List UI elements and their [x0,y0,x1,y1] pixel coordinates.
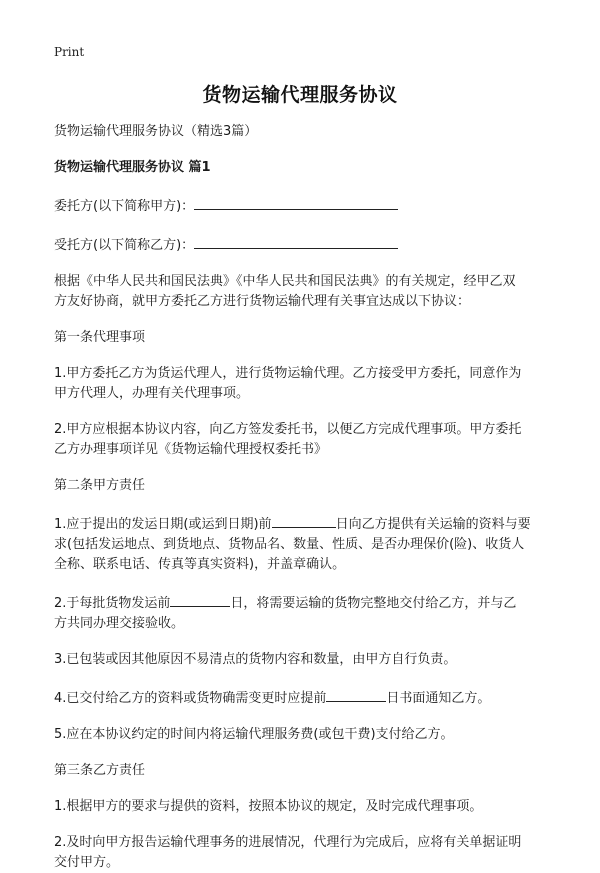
art3-item1: 1.根据甲方的要求与提供的资料，按照本协议的规定，及时完成代理事项。 [54,799,483,814]
art2-item4-blank [326,686,386,702]
art2-item4 [54,686,554,709]
art1-item1-line-1: 1.甲方委托乙方为货运代理人，进行货物运输代理。乙方接受甲方委托，同意作为 [54,366,522,381]
art3-item2-line-1: 2.及时向甲方报告运输代理事务的进展情况，代理行为完成后，应将有关单据证明 [54,835,522,850]
art2-item2-line-2: 方共同办理交接验收。 [54,616,185,631]
agent-label: 受托方(以下简称乙方)： [54,238,195,253]
article-2-title: 第二条甲方责任 [54,478,146,493]
intro-line-1: 根据《中华人民共和国民法典》《中华人民共和国民法典》的有关规定，经甲乙双 [54,274,516,289]
art2-item5: 5.应在本协议约定的时间内将运输代理服务费(或包干费)支付给乙方。 [54,727,454,742]
art2-item1-line-3: 全称、联系电话、传真等真实资料)，并盖章确认。 [54,557,346,572]
art2-item1-line-2: 求(包括发运地点、到货地点、货物品名、数量、性质、是否办理保价(险)、收货人 [54,537,525,552]
art1-item1-line-2: 甲方代理人，办理有关代理事项。 [54,386,250,401]
article-3-title: 第三条乙方责任 [54,763,146,778]
art3-item2-line-2: 交付甲方。 [54,855,120,870]
art2-item2-blank [170,591,230,607]
document-title: 货物运输代理服务协议 [202,84,398,106]
client-line [54,194,554,217]
agent-blank [194,233,398,249]
section-heading: 货物运输代理服务协议 篇1 [54,160,211,175]
art2-item1-line-1 [54,512,554,535]
art2-item1-blank [272,512,336,528]
art2-item2-pre: 2.于每批货物发运前 [54,596,171,611]
agent-line [54,233,554,256]
document-body [54,122,554,873]
art2-item3: 3.已包装或因其他原因不易清点的货物内容和数量，由甲方自行负责。 [54,652,457,667]
art2-item1-post: 日向乙方提供有关运输的资料与要 [335,517,531,532]
article-1-title: 第一条代理事项 [54,330,146,345]
client-blank [194,194,398,210]
art2-item1-pre: 1.应于提出的发运日期(或运到日期)前 [54,517,272,532]
print-link[interactable]: Print [54,45,85,59]
art2-item4-post: 日书面通知乙方。 [386,691,491,706]
client-label: 委托方(以下简称甲方)： [54,199,195,214]
document-subtitle: 货物运输代理服务协议（精选3篇） [54,124,258,139]
art2-item4-pre: 4.已交付给乙方的资料或货物确需变更时应提前 [54,691,327,706]
art2-item2-post: 日，将需要运输的货物完整地交付给乙方，并与乙 [230,596,517,611]
intro-line-2: 方友好协商，就甲方委托乙方进行货物运输代理有关事宜达成以下协议： [54,294,471,309]
art2-item2-line-1 [54,591,554,614]
art1-item2-line-2: 乙方办理事项详见《货物运输代理授权委托书》 [54,442,328,457]
art1-item2-line-1: 2.甲方应根据本协议内容，向乙方签发委托书，以便乙方完成代理事项。甲方委托 [54,422,522,437]
